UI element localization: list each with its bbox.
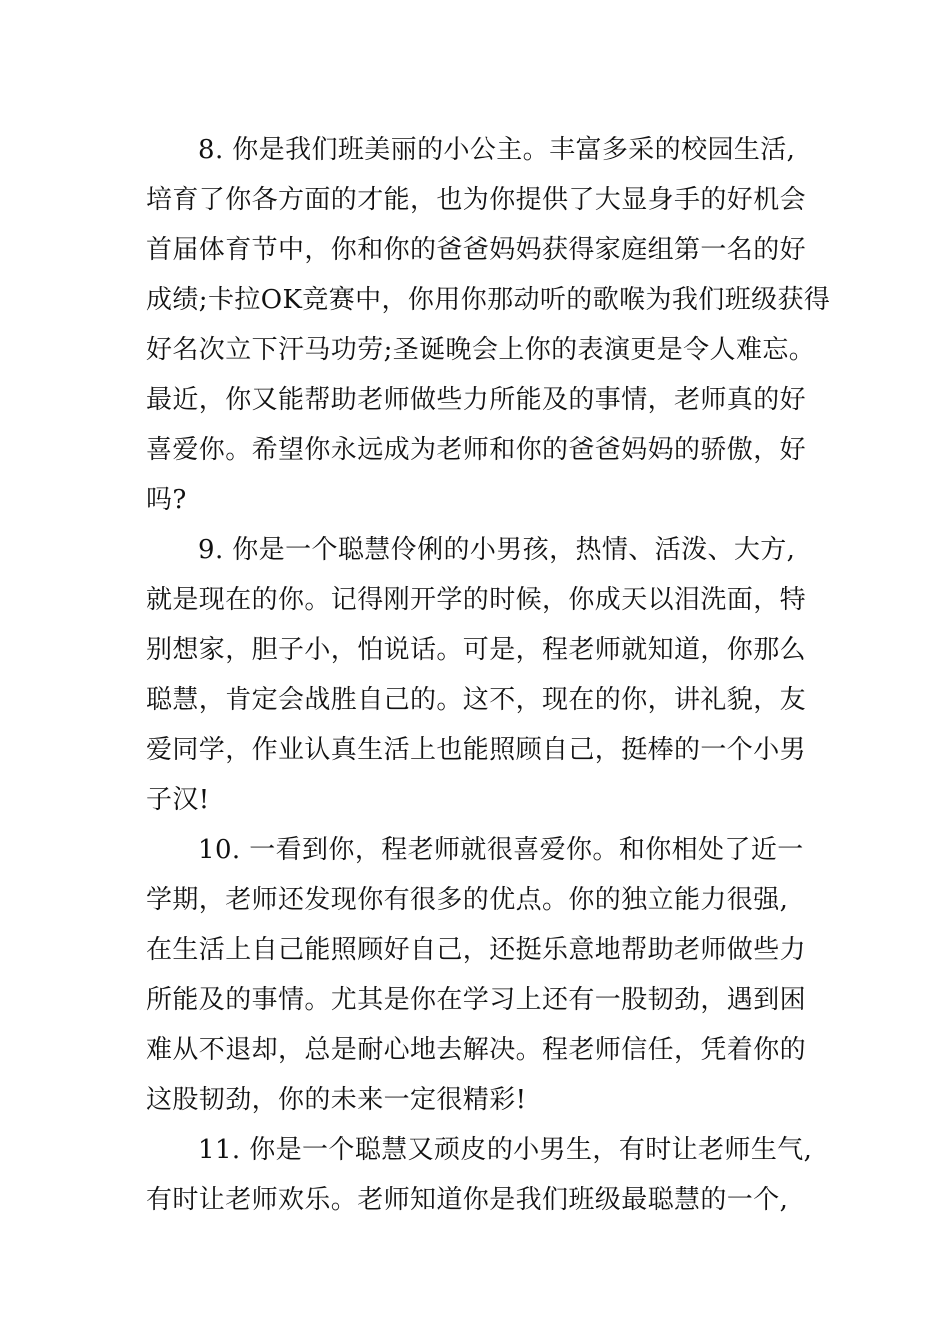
paragraph-line: 聪慧，肯定会战胜自己的。这不，现在的你，讲礼貌，友 — [146, 685, 807, 715]
paragraph-line: 最近，你又能帮助老师做些力所能及的事情，老师真的好 — [146, 385, 807, 415]
paragraph-line: 8. 你是我们班美丽的小公主。丰富多采的校园生活, — [198, 135, 796, 165]
paragraph-line: 10. 一看到你，程老师就很喜爱你。和你相处了近一 — [198, 835, 804, 865]
paragraph-line: 成绩;卡拉OK竞赛中，你用你那动听的歌喉为我们班级获得 — [146, 285, 831, 315]
paragraph-line: 好名次立下汗马功劳;圣诞晚会上你的表演更是令人难忘。 — [146, 335, 816, 365]
paragraph-line: 喜爱你。希望你永远成为老师和你的爸爸妈妈的骄傲，好 — [146, 435, 807, 465]
paragraph-line: 9. 你是一个聪慧伶俐的小男孩，热情、活泼、大方, — [198, 535, 796, 565]
paragraph-line: 吗? — [146, 485, 187, 515]
paragraph-line: 难从不退却，总是耐心地去解决。程老师信任，凭着你的 — [146, 1035, 807, 1065]
paragraph-line: 有时让老师欢乐。老师知道你是我们班级最聪慧的一个, — [146, 1185, 789, 1215]
paragraph-line: 11. 你是一个聪慧又顽皮的小男生，有时让老师生气, — [198, 1135, 813, 1165]
paragraph-line: 培育了你各方面的才能，也为你提供了大显身手的好机会 — [146, 185, 807, 215]
paragraph-line: 这股韧劲，你的未来一定很精彩! — [146, 1085, 527, 1115]
paragraph-10 — [146, 825, 831, 1125]
paragraph-line: 首届体育节中，你和你的爸爸妈妈获得家庭组第一名的好 — [146, 235, 807, 265]
paragraph-line: 学期，老师还发现你有很多的优点。你的独立能力很强, — [146, 885, 789, 915]
paragraph-line: 在生活上自己能照顾好自己，还挺乐意地帮助老师做些力 — [146, 935, 807, 965]
paragraph-line: 别想家，胆子小，怕说话。可是，程老师就知道，你那么 — [146, 635, 807, 665]
paragraph-line: 就是现在的你。记得刚开学的时候，你成天以泪洗面，特 — [146, 585, 807, 615]
paragraph-9 — [146, 525, 831, 825]
paragraph-line: 子汉! — [146, 785, 210, 815]
paragraph-line: 爱同学，作业认真生活上也能照顾自己，挺棒的一个小男 — [146, 735, 807, 765]
paragraph-11 — [146, 1125, 831, 1225]
paragraph-8 — [146, 125, 831, 525]
document-body — [146, 125, 831, 1225]
paragraph-line: 所能及的事情。尤其是你在学习上还有一股韧劲，遇到困 — [146, 985, 807, 1015]
